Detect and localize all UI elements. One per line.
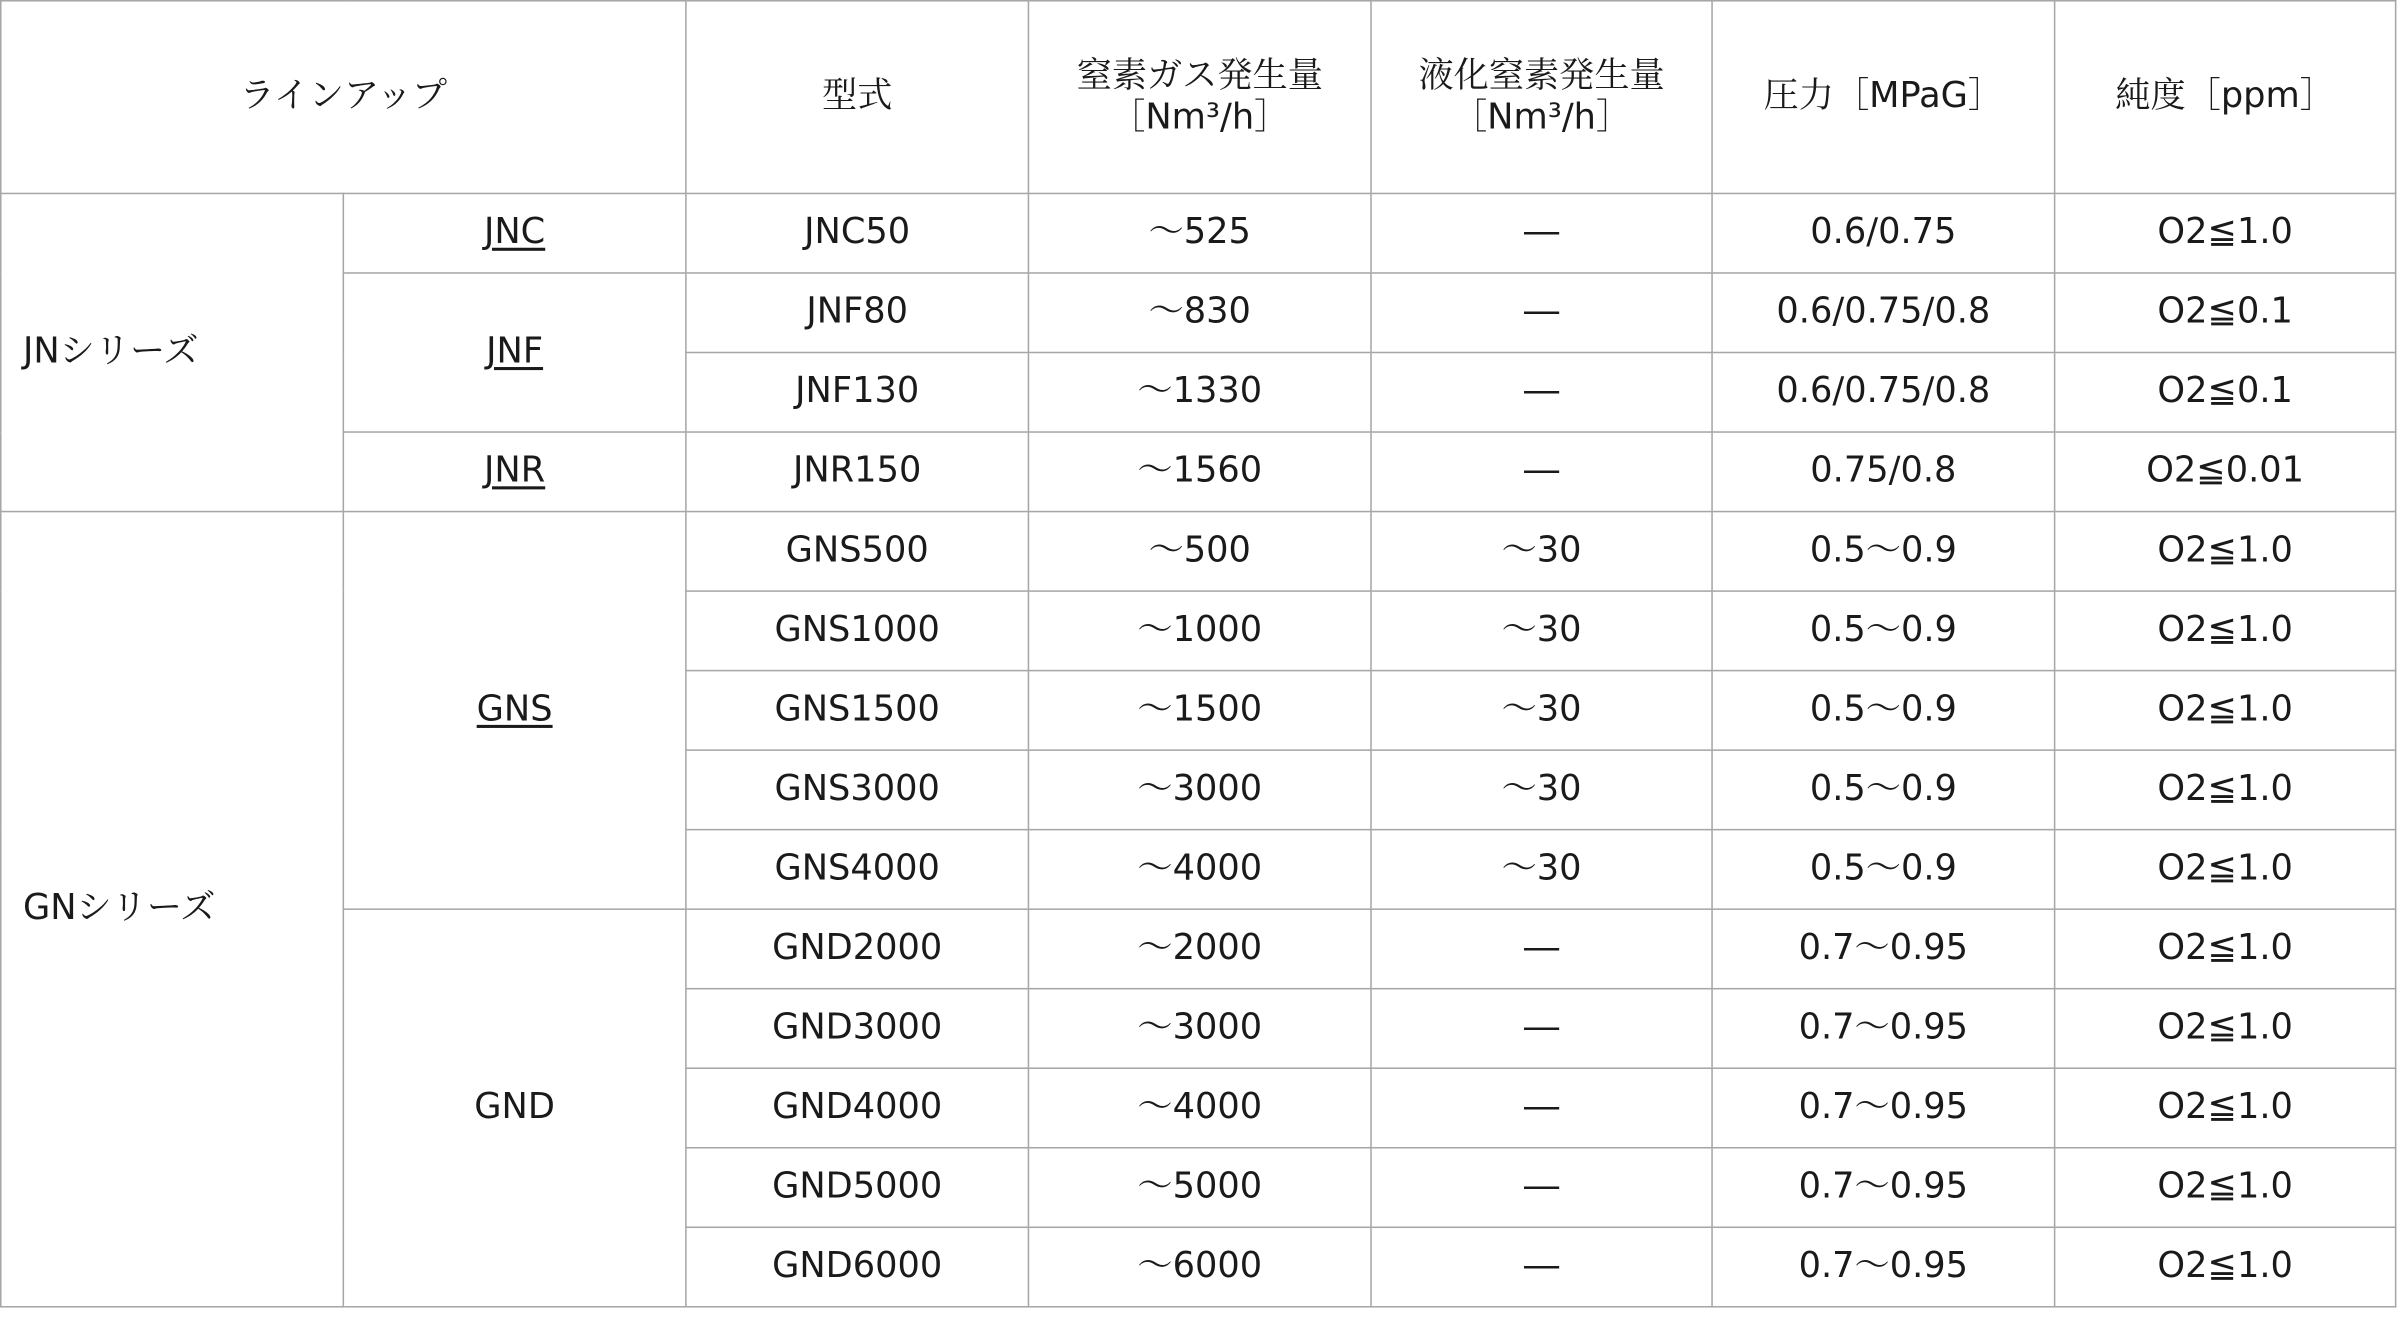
pressure-cell: 0.7～0.95 xyxy=(1712,989,2055,1069)
pressure-cell: 0.6/0.75 xyxy=(1712,193,2055,273)
header-purity: 純度［ppm］ xyxy=(2055,1,2396,194)
purity-cell: O2≦1.0 xyxy=(2055,671,2396,751)
model-cell: JNF130 xyxy=(686,353,1029,433)
n2-gas-cell: ～5000 xyxy=(1028,1148,1371,1228)
model-cell: GND3000 xyxy=(686,989,1029,1069)
model-cell: GND5000 xyxy=(686,1148,1029,1228)
header-pressure: 圧力［MPaG］ xyxy=(1712,1,2055,194)
ln2-cell: ～30 xyxy=(1371,512,1712,592)
subseries-label: GND xyxy=(474,1087,555,1128)
purity-cell: O2≦1.0 xyxy=(2055,750,2396,830)
series-cell: JNシリーズ xyxy=(1,193,344,511)
n2-gas-cell: ～3000 xyxy=(1028,989,1371,1069)
model-cell: GND2000 xyxy=(686,909,1029,989)
subseries-cell xyxy=(343,512,686,910)
ln2-cell: ― xyxy=(1371,353,1712,433)
model-cell: GNS500 xyxy=(686,512,1029,592)
model-cell: GNS3000 xyxy=(686,750,1029,830)
table-row xyxy=(1,193,2396,273)
ln2-cell: ― xyxy=(1371,193,1712,273)
subseries-link[interactable]: JNC xyxy=(483,213,546,253)
n2-gas-cell: ～830 xyxy=(1028,273,1371,353)
pressure-cell: 0.6/0.75/0.8 xyxy=(1712,353,2055,433)
purity-cell: O2≦1.0 xyxy=(2055,1068,2396,1148)
purity-cell: O2≦1.0 xyxy=(2055,512,2396,592)
series-cell: GNシリーズ xyxy=(1,512,344,1307)
subseries-cell xyxy=(343,273,686,432)
purity-cell: O2≦1.0 xyxy=(2055,193,2396,273)
pressure-cell: 0.7～0.95 xyxy=(1712,1068,2055,1148)
subseries-cell xyxy=(343,909,686,1307)
n2-gas-cell: ～1000 xyxy=(1028,591,1371,671)
n2-gas-cell: ～4000 xyxy=(1028,830,1371,910)
table-row xyxy=(1,432,2396,512)
ln2-cell: ～30 xyxy=(1371,591,1712,671)
subseries-cell xyxy=(343,432,686,512)
n2-gas-cell: ～1560 xyxy=(1028,432,1371,512)
ln2-cell: ― xyxy=(1371,1227,1712,1307)
pressure-cell: 0.6/0.75/0.8 xyxy=(1712,273,2055,353)
subseries-cell xyxy=(343,193,686,273)
model-cell: GNS1500 xyxy=(686,671,1029,751)
header-lineup: ラインアップ xyxy=(1,1,686,194)
ln2-cell: ― xyxy=(1371,432,1712,512)
ln2-cell: ― xyxy=(1371,1148,1712,1228)
pressure-cell: 0.5～0.9 xyxy=(1712,591,2055,671)
n2-gas-cell: ～525 xyxy=(1028,193,1371,273)
n2-gas-cell: ～3000 xyxy=(1028,750,1371,830)
header-n2-gas xyxy=(1028,1,1371,194)
n2-gas-cell: ～6000 xyxy=(1028,1227,1371,1307)
model-cell: GND6000 xyxy=(686,1227,1029,1307)
ln2-cell: ～30 xyxy=(1371,750,1712,830)
pressure-cell: 0.7～0.95 xyxy=(1712,1148,2055,1228)
ln2-cell: ― xyxy=(1371,909,1712,989)
purity-cell: O2≦1.0 xyxy=(2055,909,2396,989)
purity-cell: O2≦1.0 xyxy=(2055,830,2396,910)
header-model: 型式 xyxy=(686,1,1029,194)
model-cell: JNF80 xyxy=(686,273,1029,353)
pressure-cell: 0.7～0.95 xyxy=(1712,909,2055,989)
n2-gas-cell: ～2000 xyxy=(1028,909,1371,989)
subseries-link[interactable]: GNS xyxy=(476,690,553,730)
table-row xyxy=(1,273,2396,353)
pressure-cell: 0.5～0.9 xyxy=(1712,671,2055,751)
header-n2-gas-line2: ［Nm³/h］ xyxy=(1110,97,1290,137)
pressure-cell: 0.75/0.8 xyxy=(1712,432,2055,512)
purity-cell: O2≦0.01 xyxy=(2055,432,2396,512)
purity-cell: O2≦0.1 xyxy=(2055,353,2396,433)
header-ln2 xyxy=(1371,1,1712,194)
table-row xyxy=(1,512,2396,592)
pressure-cell: 0.5～0.9 xyxy=(1712,512,2055,592)
purity-cell: O2≦1.0 xyxy=(2055,1227,2396,1307)
purity-cell: O2≦1.0 xyxy=(2055,1148,2396,1228)
subseries-link[interactable]: JNF xyxy=(486,332,544,373)
purity-cell: O2≦1.0 xyxy=(2055,989,2396,1069)
pressure-cell: 0.5～0.9 xyxy=(1712,830,2055,910)
model-cell: JNR150 xyxy=(686,432,1029,512)
purity-cell: O2≦0.1 xyxy=(2055,273,2396,353)
ln2-cell: ― xyxy=(1371,1068,1712,1148)
header-n2-gas-line1: 窒素ガス発生量 xyxy=(1076,56,1323,97)
ln2-cell: ― xyxy=(1371,273,1712,353)
header-row xyxy=(1,1,2396,194)
pressure-cell: 0.5～0.9 xyxy=(1712,750,2055,830)
purity-cell: O2≦1.0 xyxy=(2055,591,2396,671)
pressure-cell: 0.7～0.95 xyxy=(1712,1227,2055,1307)
header-ln2-line2: ［Nm³/h］ xyxy=(1451,97,1632,137)
model-cell: GNS4000 xyxy=(686,830,1029,910)
ln2-cell: ～30 xyxy=(1371,671,1712,751)
ln2-cell: ～30 xyxy=(1371,830,1712,910)
n2-gas-cell: ～4000 xyxy=(1028,1068,1371,1148)
n2-gas-cell: ～1500 xyxy=(1028,671,1371,751)
model-cell: JNC50 xyxy=(686,193,1029,273)
n2-gas-cell: ～1330 xyxy=(1028,353,1371,433)
ln2-cell: ― xyxy=(1371,989,1712,1069)
header-ln2-line1: 液化窒素発生量 xyxy=(1418,56,1665,97)
table-row xyxy=(1,909,2396,989)
subseries-link[interactable]: JNR xyxy=(484,451,546,492)
n2-gas-cell: ～500 xyxy=(1028,512,1371,592)
model-cell: GND4000 xyxy=(686,1068,1029,1148)
model-cell: GNS1000 xyxy=(686,591,1029,671)
